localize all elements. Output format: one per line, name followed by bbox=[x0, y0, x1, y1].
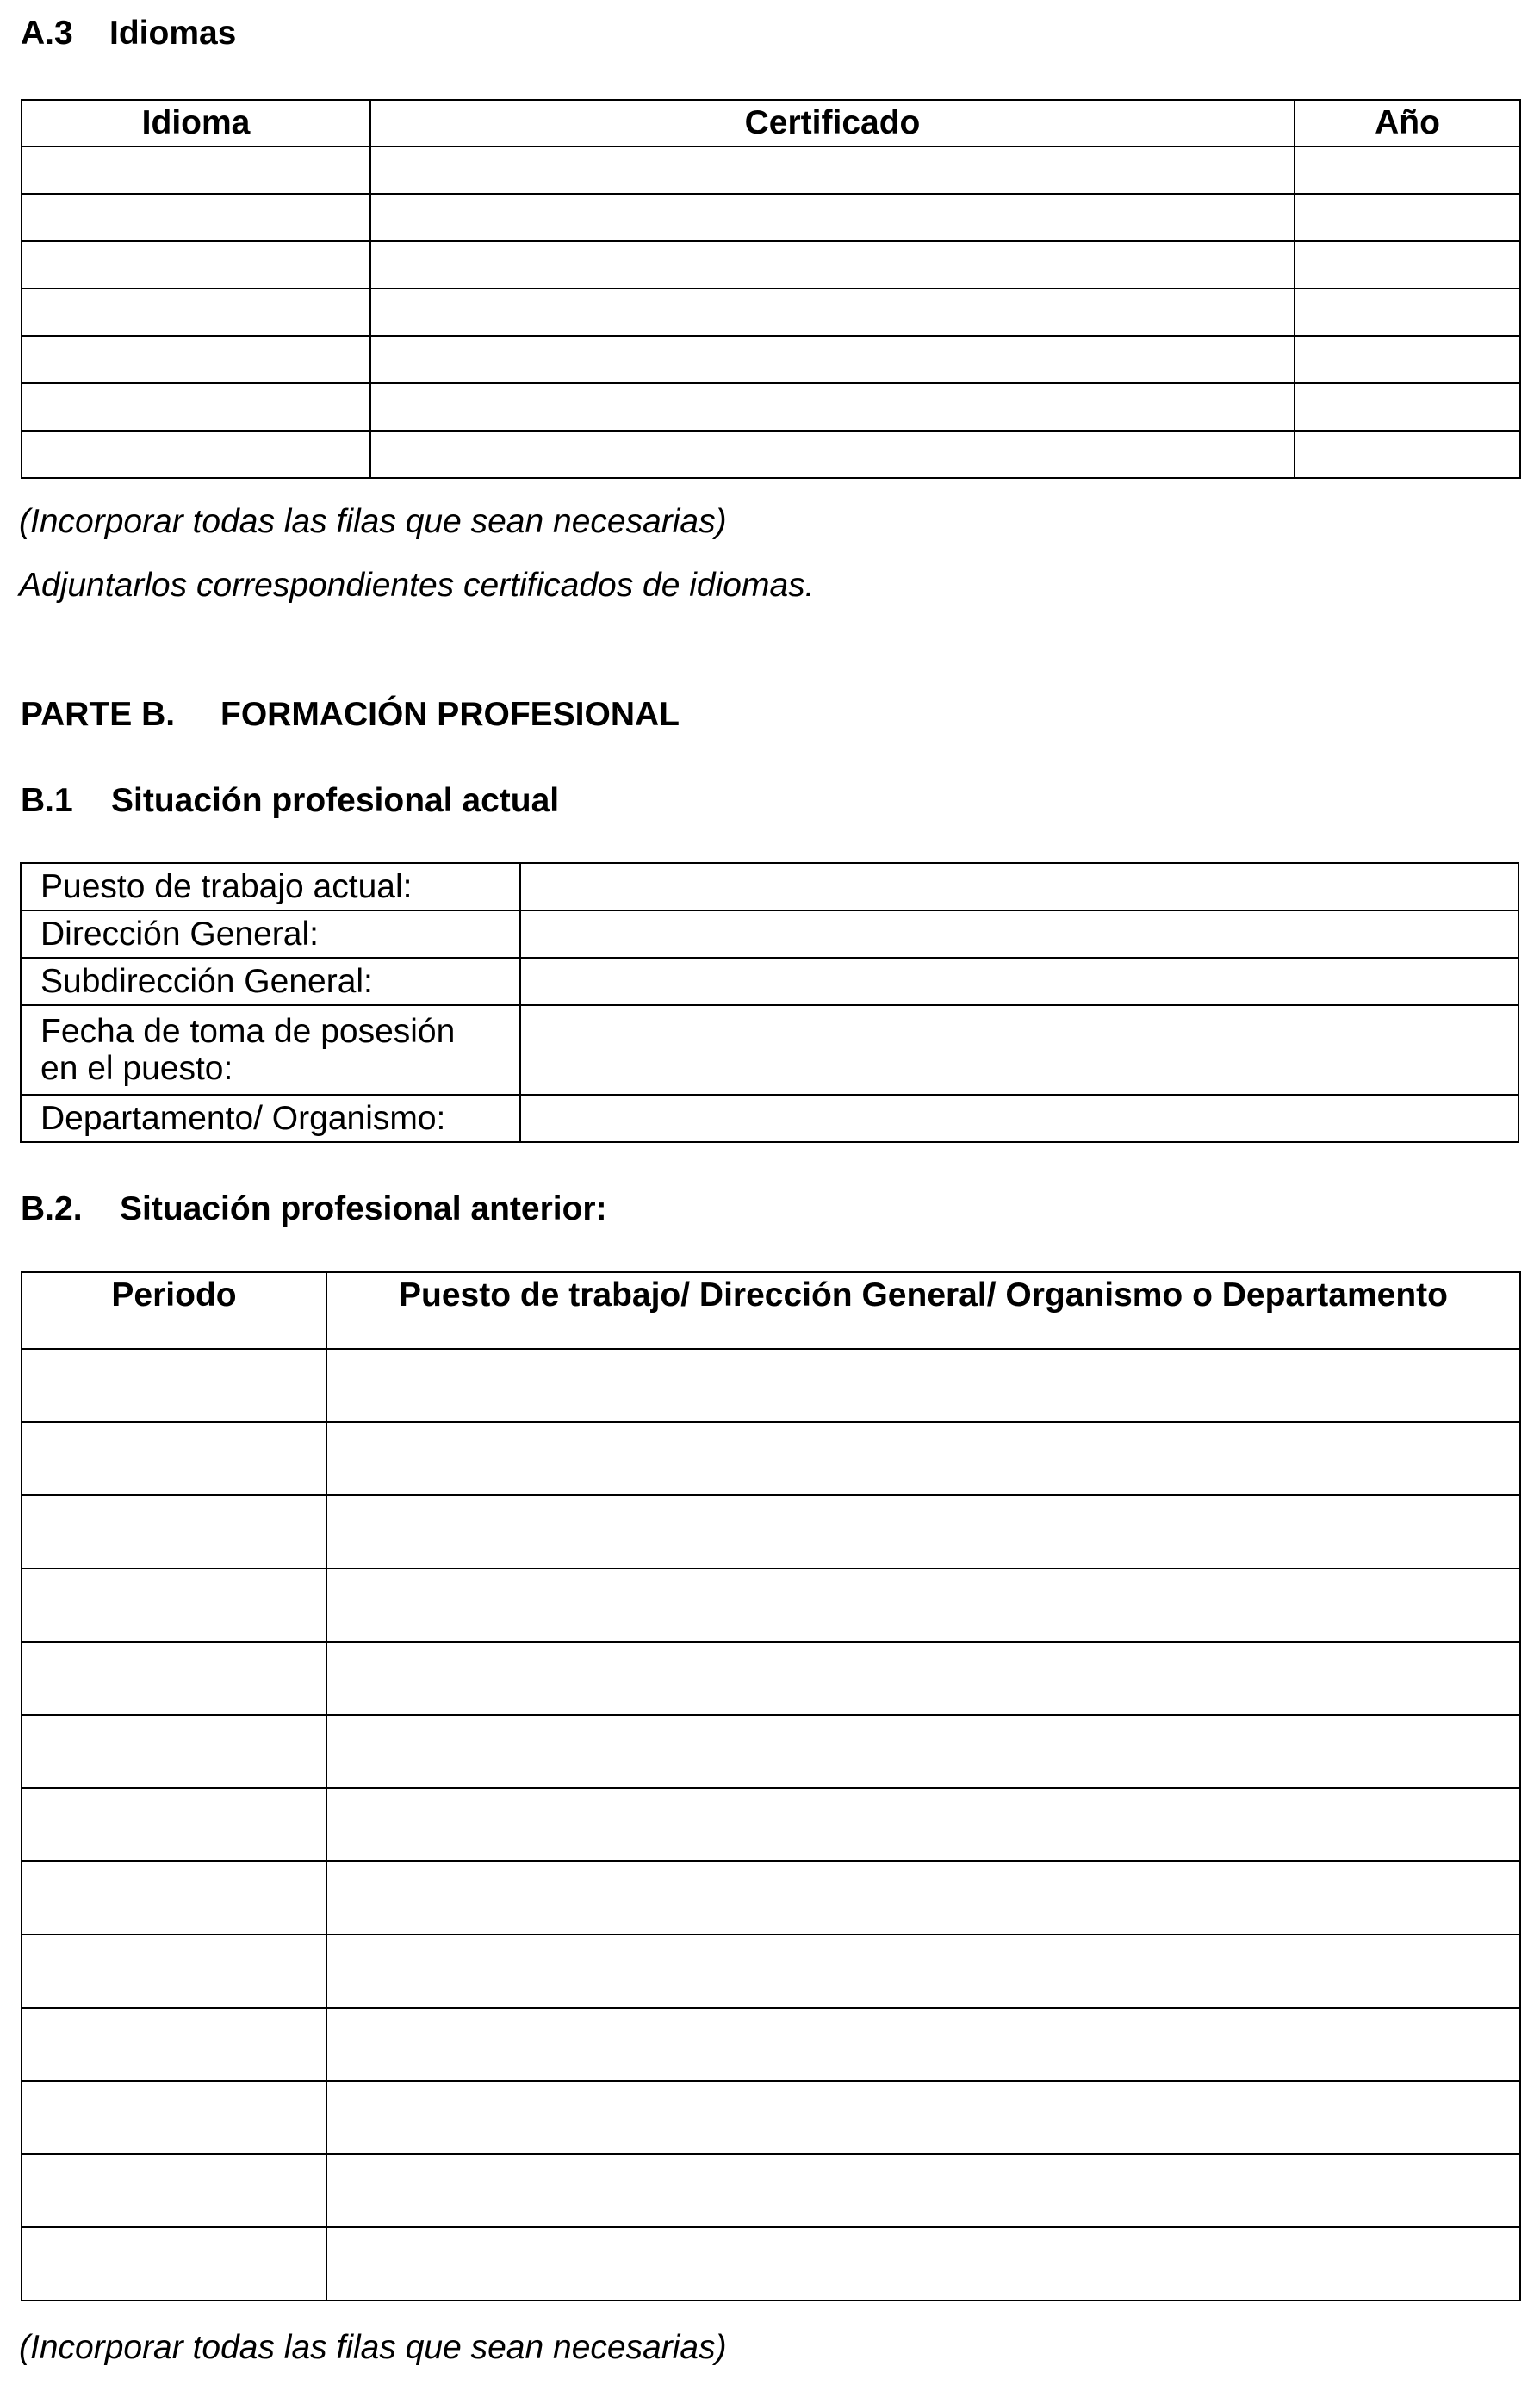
periodo-cell[interactable] bbox=[22, 2227, 326, 2301]
periodo-cell[interactable] bbox=[22, 1568, 326, 1642]
section-b1-heading bbox=[21, 780, 559, 822]
certificado-cell[interactable] bbox=[370, 289, 1295, 336]
puesto-cell[interactable] bbox=[326, 1935, 1520, 2008]
idiomas-table bbox=[21, 99, 1521, 479]
table-row bbox=[22, 194, 1520, 241]
puesto-cell[interactable] bbox=[326, 2008, 1520, 2081]
section-b1-title: Situación profesional actual bbox=[111, 782, 560, 819]
table-row bbox=[22, 2154, 1520, 2227]
puesto-cell[interactable] bbox=[326, 1422, 1520, 1495]
certificado-cell[interactable] bbox=[370, 241, 1295, 289]
puesto-cell[interactable] bbox=[326, 1349, 1520, 1422]
puesto-cell[interactable] bbox=[326, 1715, 1520, 1788]
idioma-cell[interactable] bbox=[22, 241, 370, 289]
table-row bbox=[22, 1495, 1520, 1568]
field-value-subdireccion-general[interactable] bbox=[520, 958, 1518, 1005]
idiomas-header-row bbox=[22, 100, 1520, 146]
field-value-direccion-general[interactable] bbox=[520, 910, 1518, 958]
periodo-cell[interactable] bbox=[22, 1349, 326, 1422]
note-certificates: Adjuntarlos correspondientes certificados de idiomas. bbox=[19, 567, 815, 604]
field-value-departamento[interactable] bbox=[520, 1095, 1518, 1142]
periodo-cell[interactable] bbox=[22, 2081, 326, 2154]
table-row bbox=[22, 2227, 1520, 2301]
idioma-cell[interactable] bbox=[22, 383, 370, 431]
header-anio: Año bbox=[1295, 100, 1520, 146]
table-row bbox=[22, 2008, 1520, 2081]
periodo-cell[interactable] bbox=[22, 2154, 326, 2227]
section-a3-number: A.3 bbox=[21, 15, 73, 52]
idioma-cell[interactable] bbox=[22, 336, 370, 383]
table-row bbox=[22, 1935, 1520, 2008]
section-b2-number: B.2. bbox=[21, 1190, 83, 1227]
puesto-cell[interactable] bbox=[326, 1642, 1520, 1715]
puesto-cell[interactable] bbox=[326, 1568, 1520, 1642]
part-b-title: FORMACIÓN PROFESIONAL bbox=[220, 696, 680, 733]
certificado-cell[interactable] bbox=[370, 383, 1295, 431]
periodo-cell[interactable] bbox=[22, 1861, 326, 1935]
idioma-cell[interactable] bbox=[22, 194, 370, 241]
field-label-fecha-line2: en el puesto: bbox=[40, 1050, 233, 1087]
table-row bbox=[22, 1861, 1520, 1935]
section-b2-title: Situación profesional anterior: bbox=[120, 1190, 607, 1227]
table-row bbox=[22, 1568, 1520, 1642]
table-row bbox=[21, 1005, 1518, 1095]
note-rows-b2: (Incorporar todas las filas que sean necesarias) bbox=[19, 2329, 727, 2366]
certificado-cell[interactable] bbox=[370, 146, 1295, 194]
part-b-label: PARTE B. bbox=[21, 696, 176, 733]
anterior-header-row bbox=[22, 1272, 1520, 1349]
idioma-cell[interactable] bbox=[22, 431, 370, 478]
header-certificado: Certificado bbox=[370, 100, 1295, 146]
anio-cell[interactable] bbox=[1295, 146, 1520, 194]
field-value-puesto[interactable] bbox=[520, 863, 1518, 910]
field-label-fecha-posesion bbox=[21, 1005, 520, 1095]
periodo-cell[interactable] bbox=[22, 1935, 326, 2008]
periodo-cell[interactable] bbox=[22, 1715, 326, 1788]
puesto-cell[interactable] bbox=[326, 2154, 1520, 2227]
header-idioma: Idioma bbox=[22, 100, 370, 146]
section-b2-heading bbox=[21, 1189, 607, 1230]
puesto-cell[interactable] bbox=[326, 2081, 1520, 2154]
part-b-heading bbox=[21, 694, 680, 736]
table-row bbox=[21, 1095, 1518, 1142]
periodo-cell[interactable] bbox=[22, 1642, 326, 1715]
periodo-cell[interactable] bbox=[22, 1495, 326, 1568]
field-label-puesto: Puesto de trabajo actual: bbox=[21, 863, 520, 910]
situacion-actual-table bbox=[20, 862, 1519, 1143]
table-row bbox=[22, 1422, 1520, 1495]
situacion-anterior-table bbox=[21, 1271, 1521, 2301]
anio-cell[interactable] bbox=[1295, 336, 1520, 383]
field-label-direccion-general: Dirección General: bbox=[21, 910, 520, 958]
note-rows-a3: (Incorporar todas las filas que sean necesarias) bbox=[19, 503, 727, 540]
puesto-cell[interactable] bbox=[326, 2227, 1520, 2301]
anio-cell[interactable] bbox=[1295, 383, 1520, 431]
section-a3-title: Idiomas bbox=[109, 15, 237, 52]
periodo-cell[interactable] bbox=[22, 1788, 326, 1861]
table-row bbox=[22, 336, 1520, 383]
idioma-cell[interactable] bbox=[22, 146, 370, 194]
table-row bbox=[22, 2081, 1520, 2154]
table-row bbox=[22, 1642, 1520, 1715]
header-puesto-trabajo: Puesto de trabajo/ Dirección General/ Organismo o Departamento bbox=[326, 1272, 1520, 1349]
table-row bbox=[22, 1349, 1520, 1422]
anio-cell[interactable] bbox=[1295, 431, 1520, 478]
table-row bbox=[22, 146, 1520, 194]
section-a3-heading bbox=[21, 13, 236, 54]
anio-cell[interactable] bbox=[1295, 194, 1520, 241]
anio-cell[interactable] bbox=[1295, 241, 1520, 289]
puesto-cell[interactable] bbox=[326, 1788, 1520, 1861]
table-row bbox=[22, 1715, 1520, 1788]
periodo-cell[interactable] bbox=[22, 1422, 326, 1495]
header-periodo: Periodo bbox=[22, 1272, 326, 1349]
field-label-subdireccion-general: Subdirección General: bbox=[21, 958, 520, 1005]
certificado-cell[interactable] bbox=[370, 431, 1295, 478]
field-label-fecha-line1: Fecha de toma de posesión bbox=[40, 1013, 456, 1050]
certificado-cell[interactable] bbox=[370, 194, 1295, 241]
anio-cell[interactable] bbox=[1295, 289, 1520, 336]
table-row bbox=[22, 241, 1520, 289]
idioma-cell[interactable] bbox=[22, 289, 370, 336]
table-row bbox=[22, 1788, 1520, 1861]
puesto-cell[interactable] bbox=[326, 1861, 1520, 1935]
puesto-cell[interactable] bbox=[326, 1495, 1520, 1568]
section-b1-number: B.1 bbox=[21, 782, 73, 819]
table-row bbox=[21, 910, 1518, 958]
table-row bbox=[22, 289, 1520, 336]
certificado-cell[interactable] bbox=[370, 336, 1295, 383]
table-row bbox=[21, 958, 1518, 1005]
field-label-departamento: Departamento/ Organismo: bbox=[21, 1095, 520, 1142]
table-row bbox=[21, 863, 1518, 910]
table-row bbox=[22, 383, 1520, 431]
table-row bbox=[22, 431, 1520, 478]
periodo-cell[interactable] bbox=[22, 2008, 326, 2081]
field-value-fecha-posesion[interactable] bbox=[520, 1005, 1518, 1095]
